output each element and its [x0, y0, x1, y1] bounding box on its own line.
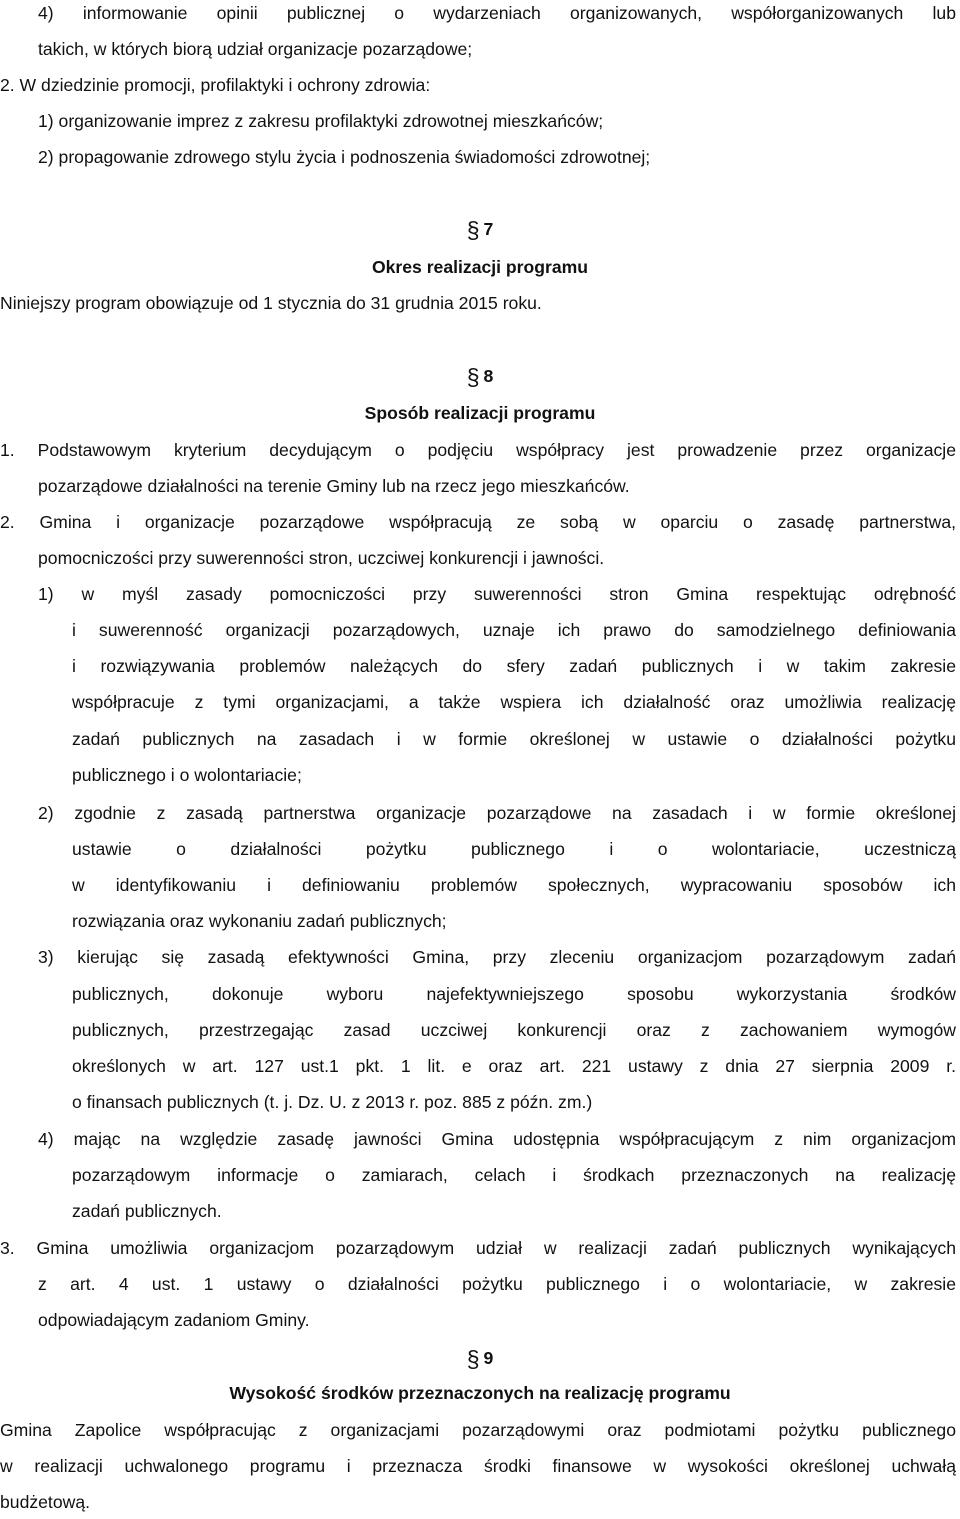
section-sign: § — [466, 364, 480, 390]
s9-line-3: budżetową. — [0, 1492, 90, 1512]
s9-line-2: w realizacji uchwalonego programu i przeznacza środki finansowe w wysokości określonej uchwałą — [0, 1456, 956, 1476]
s8-i4-line-2: pozarządowym informacje o zamiarach, celach i środkach przeznaczonych na realizację — [72, 1165, 956, 1185]
s8-p3-line-2: z art. 4 ust. 1 ustawy o działalności pożytku publicznego i o wolontariacie, w zakresie — [38, 1274, 956, 1294]
s8-i4-line-1: 4) mając na względzie zasadę jawności Gmina udostępnia współpracującym z nim organizacjom — [38, 1129, 956, 1149]
s8-p2-line-2: pomocniczości przy suwerenności stron, uczciwej konkurencji i jawności. — [38, 548, 605, 568]
section-number: 8 — [483, 366, 494, 386]
point-2-item-2: 2) propagowanie zdrowego stylu życia i podnoszenia świadomości zdrowotnej; — [38, 147, 651, 167]
s8-i3-line-3: publicznych, przestrzegając zasad uczciwej konkurencji oraz z zachowaniem wymogów — [72, 1020, 956, 1040]
s8-i2-line-2: ustawie o działalności pożytku publicznego i o wolontariacie, uczestniczą — [72, 839, 956, 859]
s8-p3-line-1: 3. Gmina umożliwia organizacjom pozarządowym udział w realizacji zadań publicznych wynikających — [0, 1238, 956, 1258]
s8-i3-line-4: określonych w art. 127 ust.1 pkt. 1 lit. e oraz art. 221 ustawy z dnia 27 sierpnia 2009 r. — [72, 1056, 956, 1076]
section-number: 9 — [483, 1348, 494, 1368]
section-9-title: Wysokość środków przeznaczonych na realizację programu — [229, 1383, 731, 1403]
item-4-line-1: 4) informowanie opinii publicznej o wydarzeniach organizowanych, współorganizowanych lub — [38, 3, 956, 23]
s8-p3-line-3: odpowiadającym zadaniom Gminy. — [38, 1310, 310, 1330]
s8-i3-line-2: publicznych, dokonuje wyboru najefektywniejszego sposobu wykorzystania środków — [72, 984, 956, 1004]
section-sign: § — [466, 1346, 480, 1372]
section-7-title: Okres realizacji programu — [371, 257, 589, 277]
s8-i2-line-1: 2) zgodnie z zasadą partnerstwa organizacje pozarządowe na zasadach i w formie określonej — [38, 803, 956, 823]
s8-i1-line-4: współpracuje z tymi organizacjami, a także wspiera ich działalność oraz umożliwia realizację — [72, 692, 956, 712]
section-9-number — [0, 1347, 960, 1370]
section-7-text: Niniejszy program obowiązuje od 1 stycznia do 31 grudnia 2015 roku. — [0, 293, 542, 313]
point-2-heading: 2. W dziedzinie promocji, profilaktyki i ochrony zdrowia: — [0, 75, 431, 95]
s8-p1-line-2: pozarządowe działalności na terenie Gminy lub na rzecz jego mieszkańców. — [38, 476, 630, 496]
point-2-item-1: 1) organizowanie imprez z zakresu profilaktyki zdrowotnej mieszkańców; — [38, 111, 604, 131]
s8-i1-line-6: publicznego i o wolontariacie; — [72, 765, 302, 785]
s8-i2-line-3: w identyfikowaniu i definiowaniu problemów społecznych, wypracowaniu sposobów ich — [72, 875, 956, 895]
s8-i3-line-1: 3) kierując się zasadą efektywności Gmina, przy zleceniu organizacjom pozarządowym zadań — [38, 947, 956, 967]
s8-i1-line-5: zadań publicznych na zasadach i w formie określonej w ustawie o działalności pożytku — [72, 729, 956, 749]
s8-i1-line-3: i rozwiązywania problemów należących do sfery zadań publicznych i w takim zakresie — [72, 656, 956, 676]
s8-i2-line-4: rozwiązania oraz wykonaniu zadań publicznych; — [72, 911, 447, 931]
section-8-number — [0, 365, 960, 388]
section-sign: § — [466, 217, 480, 243]
item-4-line-2: takich, w których biorą udział organizacje pozarządowe; — [38, 39, 473, 59]
s8-i1-line-1: 1) w myśl zasady pomocniczości przy suwerenności stron Gmina respektując odrębność — [38, 584, 956, 604]
section-7-number — [0, 218, 960, 241]
s8-p1-line-1: 1. Podstawowym kryterium decydującym o podjęciu współpracy jest prowadzenie przez organizacje — [0, 440, 956, 460]
section-8-title: Sposób realizacji programu — [364, 403, 596, 423]
s8-p2-line-1: 2. Gmina i organizacje pozarządowe współpracują ze sobą w oparciu o zasadę partnerstwa, — [0, 512, 956, 532]
s8-i3-line-5: o finansach publicznych (t. j. Dz. U. z 2013 r. poz. 885 z późn. zm.) — [72, 1092, 593, 1112]
s8-i1-line-2: i suwerenność organizacji pozarządowych, uznaje ich prawo do samodzielnego definiowania — [72, 620, 956, 640]
s9-line-1: Gmina Zapolice współpracując z organizacjami pozarządowymi oraz podmiotami pożytku publicznego — [0, 1420, 956, 1440]
s8-i4-line-3: zadań publicznych. — [72, 1201, 222, 1221]
section-number: 7 — [483, 219, 494, 239]
